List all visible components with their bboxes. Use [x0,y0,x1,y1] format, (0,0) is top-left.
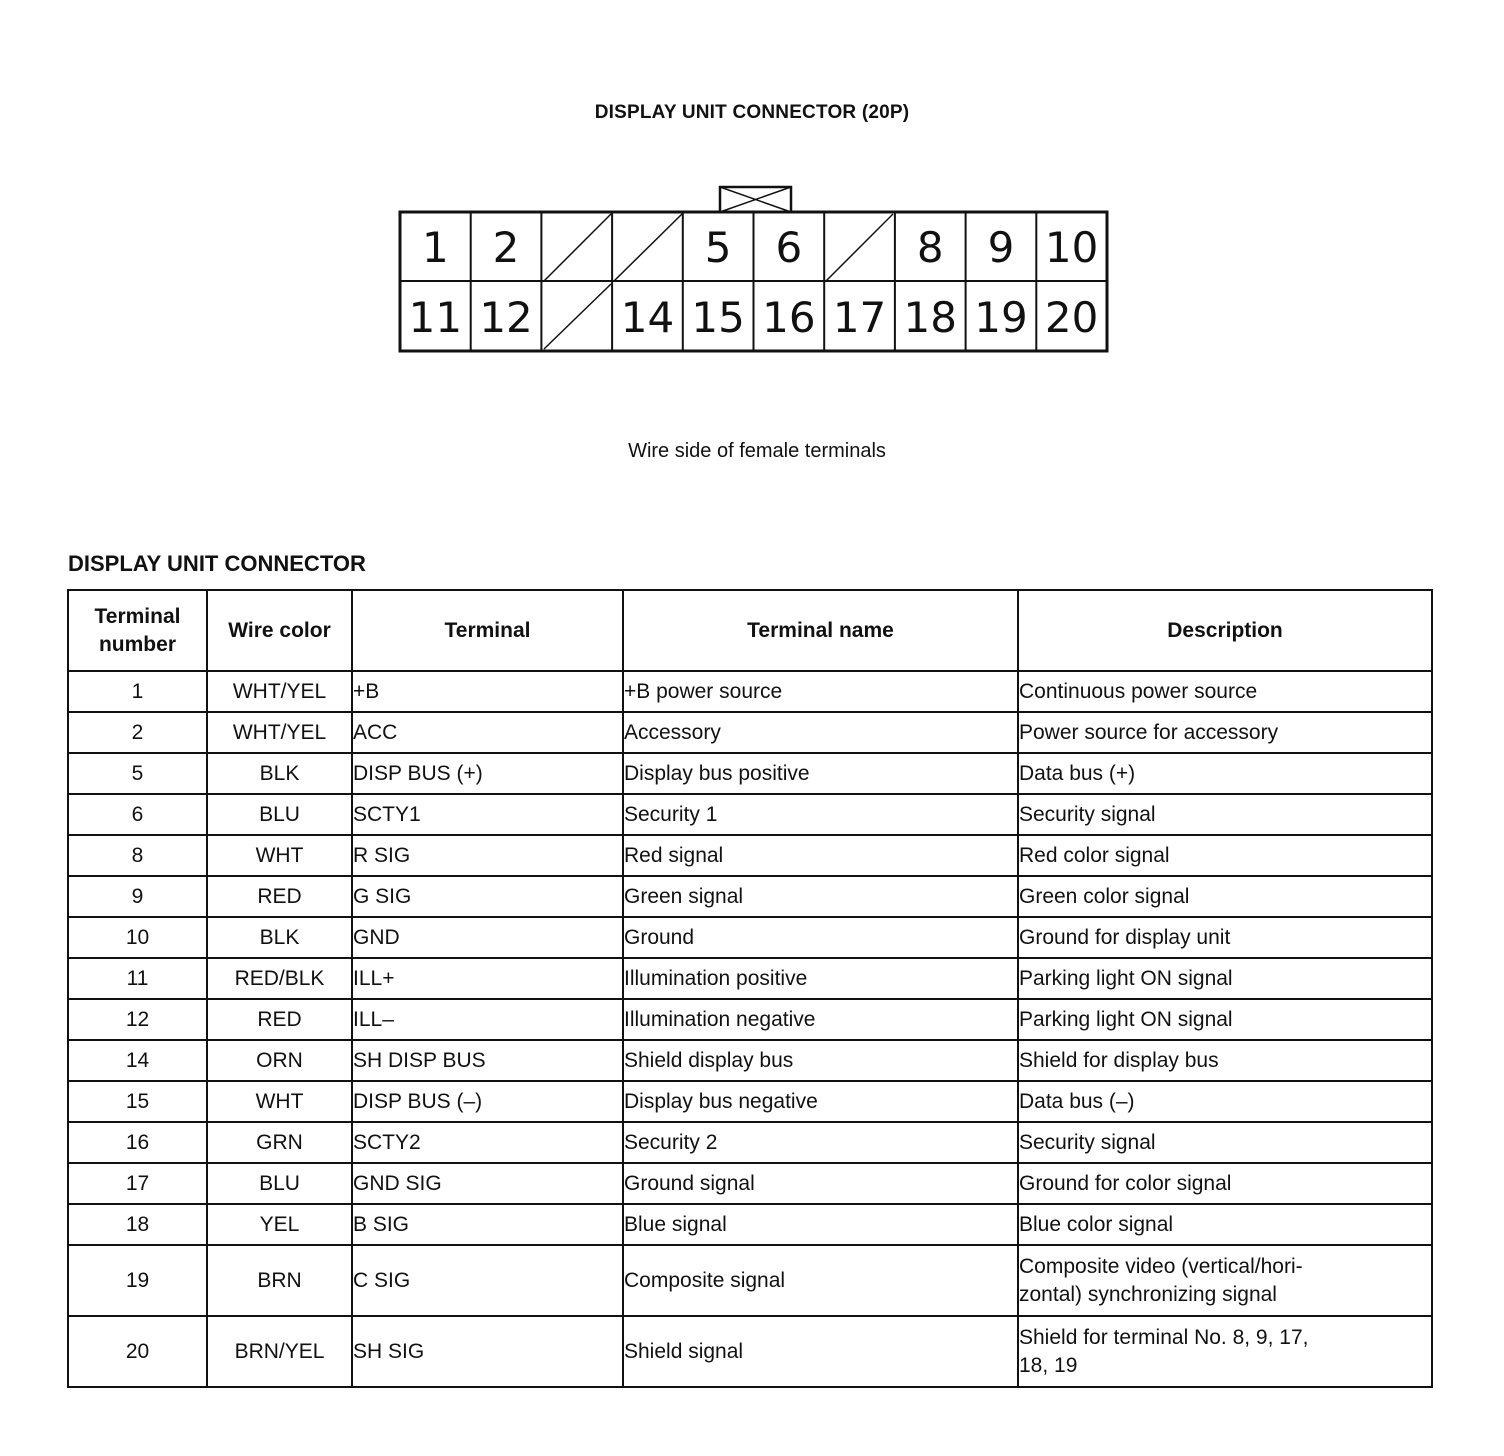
cell-terminal-name: Security 2 [623,1122,1018,1163]
cell-terminal-number: 18 [68,1204,207,1245]
cell-description: Shield for display bus [1018,1040,1432,1081]
cell-description: Security signal [1018,1122,1432,1163]
cell-description: Ground for display unit [1018,917,1432,958]
description-line: Composite video (vertical/hori- [1019,1255,1303,1279]
terminal-table [67,589,1433,1388]
cell-terminal-name: Display bus negative [623,1081,1018,1122]
cell-terminal: ILL– [352,999,623,1040]
pin-number-9: 9 [987,223,1015,272]
cell-terminal-name: Shield display bus [623,1040,1018,1081]
cell-wire-color: WHT/YEL [207,671,352,712]
table-header-row [68,590,1432,671]
header-terminal: Terminal [352,590,623,671]
table-row [68,958,1432,999]
cell-wire-color: RED/BLK [207,958,352,999]
cell-terminal: DISP BUS (–) [352,1081,623,1122]
cell-terminal-number: 14 [68,1040,207,1081]
cell-terminal-number: 10 [68,917,207,958]
table-row [68,1040,1432,1081]
cell-wire-color: BLK [207,753,352,794]
cell-description: Green color signal [1018,876,1432,917]
cell-terminal-number: 5 [68,753,207,794]
cell-terminal-name: Display bus positive [623,753,1018,794]
description-line: 18, 19 [1019,1353,1078,1377]
table-row [68,1081,1432,1122]
cell-description: Power source for accessory [1018,712,1432,753]
cell-terminal-number: 12 [68,999,207,1040]
table-row [68,1204,1432,1245]
cell-terminal: SH DISP BUS [352,1040,623,1081]
cell-terminal-number: 1 [68,671,207,712]
cell-description: Blue color signal [1018,1204,1432,1245]
cell-terminal-name: Security 1 [623,794,1018,835]
pin-number-8: 8 [916,223,944,272]
cell-wire-color: BLU [207,1163,352,1204]
cell-terminal-number: 16 [68,1122,207,1163]
cell-terminal-number: 6 [68,794,207,835]
header-wire-color: Wire color [207,590,352,671]
cell-terminal-name: Accessory [623,712,1018,753]
cell-terminal-number: 17 [68,1163,207,1204]
pin-number-18: 18 [903,293,957,342]
cell-description: Continuous power source [1018,671,1432,712]
cell-wire-color: BRN [207,1245,352,1316]
cell-wire-color: RED [207,876,352,917]
cell-wire-color: WHT [207,1081,352,1122]
cell-terminal-name: Shield signal [623,1316,1018,1387]
cell-wire-color: YEL [207,1204,352,1245]
cell-description [1018,1245,1432,1316]
cell-description: Ground for color signal [1018,1163,1432,1204]
cell-wire-color: BLU [207,794,352,835]
description-line: zontal) synchronizing signal [1019,1282,1277,1306]
cell-description: Parking light ON signal [1018,958,1432,999]
table-row [68,1163,1432,1204]
cell-terminal: SH SIG [352,1316,623,1387]
cell-description: Parking light ON signal [1018,999,1432,1040]
cell-wire-color: GRN [207,1122,352,1163]
cell-wire-color: BLK [207,917,352,958]
cell-description: Data bus (+) [1018,753,1432,794]
cell-wire-color: BRN/YEL [207,1316,352,1387]
cell-terminal: SCTY1 [352,794,623,835]
header-terminal-number: Terminal number [68,590,207,671]
pin-number-2: 2 [492,223,520,272]
cell-wire-color: WHT/YEL [207,712,352,753]
connector-lock-tab [720,187,791,212]
connector-caption: Wire side of female terminals [628,440,886,462]
pin-number-16: 16 [762,293,816,342]
cell-terminal-name: Ground [623,917,1018,958]
pin-number-5: 5 [704,223,732,272]
cell-terminal-name: Green signal [623,876,1018,917]
connector-diagram [0,0,1504,420]
cell-wire-color: WHT [207,835,352,876]
pin-number-11: 11 [408,293,463,342]
cell-terminal: ACC [352,712,623,753]
pin-number-19: 19 [974,293,1028,342]
cell-terminal: SCTY2 [352,1122,623,1163]
pin-number-15: 15 [691,293,745,342]
cell-description: Security signal [1018,794,1432,835]
header-terminal-name: Terminal name [623,590,1018,671]
cell-terminal: B SIG [352,1204,623,1245]
description-line: Shield for terminal No. 8, 9, 17, [1019,1326,1309,1350]
cell-terminal-name: Composite signal [623,1245,1018,1316]
pin-number-6: 6 [775,223,803,272]
cell-terminal-name: +B power source [623,671,1018,712]
cell-terminal: R SIG [352,835,623,876]
pin-number-12: 12 [479,293,533,342]
cell-terminal-number: 11 [68,958,207,999]
cell-terminal: GND [352,917,623,958]
cell-terminal-number: 19 [68,1245,207,1316]
cell-terminal-number: 15 [68,1081,207,1122]
cell-terminal-name: Illumination negative [623,999,1018,1040]
cell-terminal: C SIG [352,1245,623,1316]
cell-terminal-number: 9 [68,876,207,917]
cell-description: Data bus (–) [1018,1081,1432,1122]
table-row [68,917,1432,958]
pin-number-10: 10 [1044,223,1099,272]
cell-terminal-name: Ground signal [623,1163,1018,1204]
table-row [68,835,1432,876]
table-row [68,712,1432,753]
cell-terminal-name: Red signal [623,835,1018,876]
cell-description: Red color signal [1018,835,1432,876]
table-row [68,671,1432,712]
cell-wire-color: ORN [207,1040,352,1081]
pin-number-20: 20 [1044,293,1099,342]
cell-terminal-name: Illumination positive [623,958,1018,999]
table-row [68,794,1432,835]
cell-terminal-number: 20 [68,1316,207,1387]
table-row [68,876,1432,917]
pin-number-1: 1 [421,223,449,272]
cell-terminal: DISP BUS (+) [352,753,623,794]
cell-terminal: +B [352,671,623,712]
pin-number-17: 17 [832,293,887,342]
cell-description [1018,1316,1432,1387]
table-row [68,1316,1432,1387]
cell-wire-color: RED [207,999,352,1040]
cell-terminal: G SIG [352,876,623,917]
header-description: Description [1018,590,1432,671]
pin-number-14: 14 [620,293,675,342]
table-row [68,999,1432,1040]
cell-terminal: ILL+ [352,958,623,999]
connector-title: DISPLAY UNIT CONNECTOR (20P) [594,102,910,123]
cell-terminal-name: Blue signal [623,1204,1018,1245]
table-row [68,753,1432,794]
cell-terminal: GND SIG [352,1163,623,1204]
table-title: DISPLAY UNIT CONNECTOR [68,551,366,576]
table-row [68,1122,1432,1163]
cell-terminal-number: 8 [68,835,207,876]
cell-terminal-number: 2 [68,712,207,753]
table-row [68,1245,1432,1316]
